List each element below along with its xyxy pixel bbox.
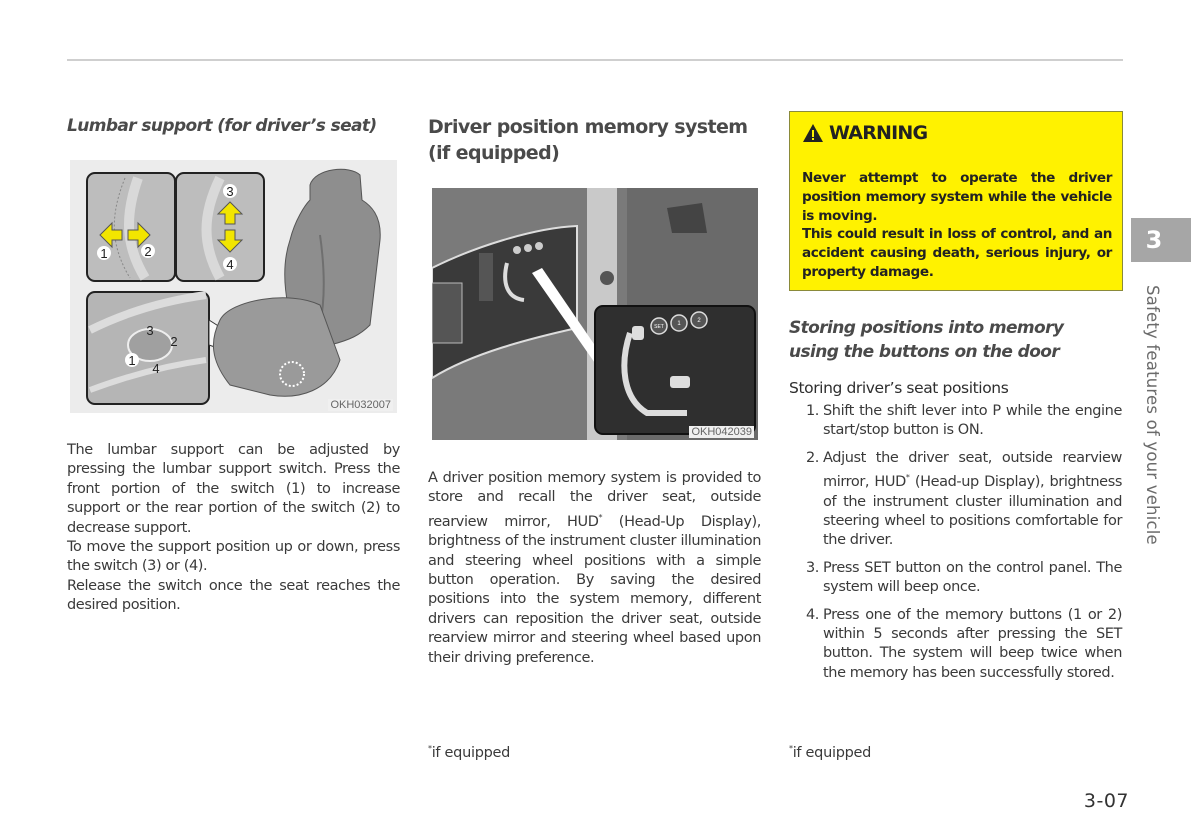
chapter-title: Safety features of your vehicle [1143,285,1162,545]
svg-text:3: 3 [226,184,234,199]
memory-system-body [428,469,761,668]
footnote-col3: *if equipped [789,744,872,761]
figure-code: OKH042039 [691,426,752,438]
storing-positions-section [789,316,1122,683]
door-memory-figure [432,188,758,440]
svg-text:4: 4 [226,257,234,272]
step-4: 4. Press one of the memory buttons (1 or 2) within 5 seconds after pressing the SET button. The system will beep twice when the memory has been successfully stored. [805,606,1122,681]
heading-line-1: Driver position memory system [428,116,748,138]
svg-text:3: 3 [146,323,154,338]
warning-title: WARNING [802,122,927,144]
memory-1-label: 1 [677,321,681,327]
footnote-marker: * [598,512,603,522]
warning-text [802,169,1112,282]
memory-system-paragraph: A driver position memory system is provided to store and recall the driver seat, outside rearview mirror, HUD* (Head-Up Display), brightness of the instrument cluster illumination and steering wheel positions with a simple button operation. By saving the desired positions into the system memory, different drivers can reposition the driver seat, outside rearview mirror and steering wheel based upon their driving preference. [428,470,761,666]
step-3: 3. Press SET button on the control panel. The system will beep once. [805,559,1122,596]
svg-text:1: 1 [128,353,136,368]
lumbar-paragraph-3: Release the switch once the seat reaches the desired position. [67,577,400,614]
step-2: 2. Adjust the driver seat, outside rearview mirror, HUD* (Head-up Display), brightness of the instrument cluster illumination and steering wheel to positions comfortable for the driver. [805,449,1122,549]
figure-code: OKH032007 [330,399,391,411]
lumbar-support-body [67,441,400,616]
svg-text:2: 2 [170,334,178,349]
page-number: 3-07 [1083,790,1129,812]
heading-line-2: (if equipped) [428,142,560,164]
memory-system-section [428,114,761,166]
step-1: 1. Shift the shift lever into P while the engine start/stop button is ON. [805,403,1122,439]
lumbar-seat-illustration [70,160,397,413]
storing-seat-subhead: Storing driver’s seat positions [789,379,1009,397]
svg-text:4: 4 [152,361,160,376]
warning-box [789,111,1123,291]
lumbar-support-heading: Lumbar support (for driver’s seat) [67,116,377,136]
memory-2-label: 2 [697,318,701,324]
warning-triangle-icon [802,123,824,143]
storing-positions-heading: Storing positions into memory using the buttons on the door [789,318,1064,362]
svg-text:2: 2 [144,244,152,259]
lumbar-support-figure [70,160,397,413]
chapter-tab: 3 [1131,218,1191,262]
lumbar-paragraph-2: To move the support position up or down, press the switch (3) or (4). [67,539,400,575]
lumbar-support-section [67,110,400,138]
lumbar-paragraph-1: The lumbar support can be adjusted by pressing the lumbar support switch. Press the front portion of the switch (1) to increase support or the rear portion of the switch (2) to decrease support. [67,442,400,536]
svg-text:1: 1 [100,246,108,261]
set-button-label: SET [654,324,664,330]
storing-steps-list [789,402,1122,683]
warning-line-1: Never attempt to operate the driver position memory system while the vehicle is moving. [802,170,1112,224]
warning-line-2: This could result in loss of control, and an accident causing death, serious injury, or property damage. [802,226,1112,280]
door-panel-illustration [432,188,758,440]
memory-system-heading [428,114,761,166]
footnote-col2: *if equipped [428,744,511,761]
header-rule [67,59,1123,61]
